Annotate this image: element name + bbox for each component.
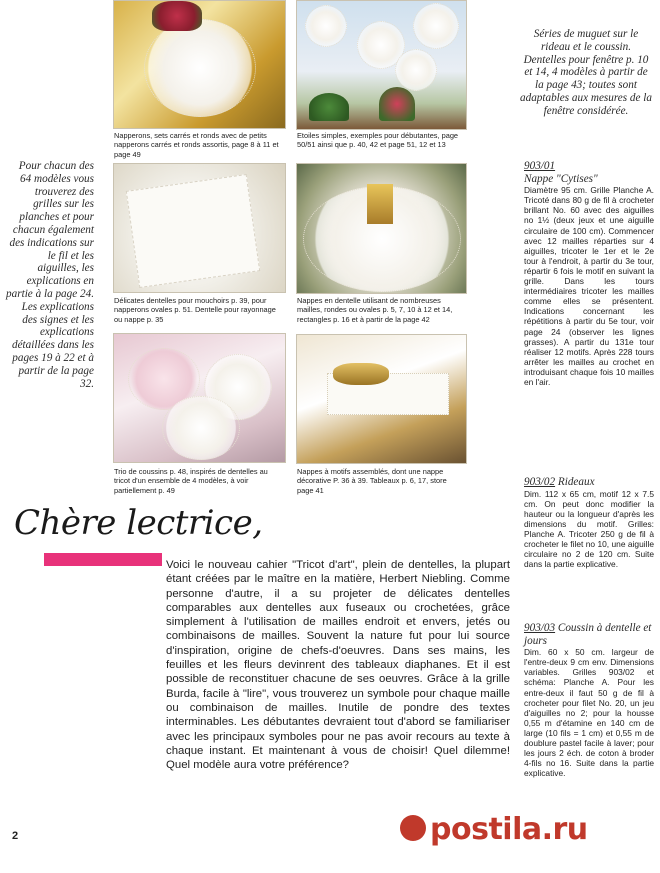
letter-body: Voici le nouveau cahier "Tricot d'art", plein de dentelles, la plupart étant créées par le maître en la matière, Herbert Niebling. Comme personne d'autre, il a su projeter de délicates dentelles comparables aux dentelles aux fuseaux ou crochetées, grâce simplement à l'utilisation de mailles endroit et envers, jetés ou combinaisons de mailles. Souvent la nature fut pour lui source d'inspiration, origine de chefs-d'oeuvres. Dans ses mains, les feuilles et les fleurs devinrent des tableaux diaphanes. Et il est possible de reconstituer chacune de ses oeuvres. Grâce à la grille Burda, facile à "lire", vous trouverez un symbole pour chaque maille ou combinaison de mailles. Inutile de pondre des textes interminables. Les débutantes devraient tout d'abord se familiariser avec les principaux symboles pour ne pas avoir recours au texte à chaque instant. Et maintenant à vous de choisir! Quel dilemme! Quel modèle aura votre préférence? [166,559,510,772]
item-body: Dim. 60 x 50 cm. largeur de l'entre-deux 9 cm env. Dimensions variables. Grilles 903/02 et schéma: Planche A. Pour les entre-deux il faut 50 g de fil à crocheter pour filet No. 20, un jeu d'aiguilles no 2; pour la housse 0,55 m d'étamine en 140 cm de large (10 fils = 1 cm) et 0,55 m de doublure pastel facile à laver; pour les jours 2 éch. de coton à broder 4-fils no 16. Suite dans la partie explicative. [524,647,654,779]
pink-accent-bar [44,553,162,566]
caption-coussins: Trio de coussins p. 48, inspirés de dentelles au tricot d'un ensemble de 4 modèles, à voir partiellement p. 49 [114,467,268,495]
brass-tray [333,363,389,385]
item-903-03 [524,622,654,778]
caption-nappes: Nappes en dentelle utilisant de nombreuses mailles, rondes ou ovales p. 5, 7, 10 à 12 et 14, rectangles p. 16 et à partir de la page 42 [297,296,453,324]
item-code: 903/03 Coussin à dentelle et jours [524,622,652,647]
photo-etoiles [296,0,467,130]
photo-coussins [113,333,286,463]
watermark-logo-icon [400,815,426,841]
item-body: Diamètre 95 cm. Grille Planche A. Tricoté dans 80 g de fil à crocheter brillant No. 60 avec des aiguilles no 1½ (deux jeux et une aiguille circulaire de 100 cm). Commencer avec 12 mailles réparties sur 4 aiguilles, tricoter le 1er et le 2e tour à l'endroit, à partir du 3e tour, répartir 6 fois le motif en suivant la grille. Dans les tours intermédiaires tricoter les mailles comme elles se présentent. Indications concernant les répétitions à partir du 5e tour, voir page 24 (observer les lignes grasses). A partir du 131e tour réaliser 12 motifs. Après 228 tours arrêter les mailles au crochet en introduisant chaque fois 10 mailles en l'air. [524,185,654,387]
caption-etoiles: Etoiles simples, exemples pour débutantes, page 50/51 ainsi que p. 40, 42 et page 51, 12 et 13 [297,131,459,150]
item-title: Nappe "Cytises" [524,172,598,185]
plant-pot [309,93,349,121]
flower-vase [152,1,202,31]
caption-mouchoirs: Délicates dentelles pour mouchoirs p. 39, pour napperons ovales p. 51. Dentelle pour rayonnage ou nappe p. 35 [114,296,276,324]
item-body: Dim. 112 x 65 cm, motif 12 x 7.5 cm. On peut donc modifier la hauteur ou la longueur d'après les dimensions du motif. Grilles: Planche A. Tricoter 250 g de fil à crocheter le filet no 10, une aiguille circulaire no 2 de 120 cm. Suite dans la partie explicative. [524,488,654,570]
plant-pot [379,87,415,121]
caption-napperons: Napperons, sets carrés et ronds avec de petits napperons carrés et ronds assortis, page 8 à 11 et page 49 [114,131,279,159]
item-code: 903/01 [524,160,556,172]
page-number: 2 [12,830,19,842]
lily-text: Séries de muguet sur le rideau et le coussin. Dentelles pour fenêtre p. 10 et 14, 4 modèles à partir de la page 43; toutes sont adaptables aux mesures de la fenêtre considérée. [520,28,652,117]
photo-nappes [296,163,467,294]
cushion [162,396,240,460]
photo-motifs [296,334,467,464]
star-doily [395,49,437,91]
handkerchief [126,174,260,288]
intro-text: Pour chacun des 64 modèles vous trouverez des grilles sur les planches et pour chacun également des indications sur le fil et les aiguilles, les explications en partie à la page 24. Les explications des signes et les explications détaillées dans les pages 19 à 22 et à partir de la page 32. [6,160,94,390]
item-903-01 [524,160,654,387]
item-903-02 [524,476,654,569]
caption-motifs: Nappes à motifs assemblés, dont une nappe décorative P. 36 à 39. Tableaux p. 6, 17, store page 41 [297,467,447,495]
letter-salutation: Chère lectrice, [14,503,263,543]
watermark: postila.ru [430,812,588,847]
star-doily [305,5,347,47]
photo-napperons [113,0,286,129]
star-doily [413,3,459,49]
candelabra [367,184,393,224]
photo-mouchoirs [113,163,286,293]
item-code: 903/02 Rideaux [524,476,595,488]
doily [144,19,256,117]
